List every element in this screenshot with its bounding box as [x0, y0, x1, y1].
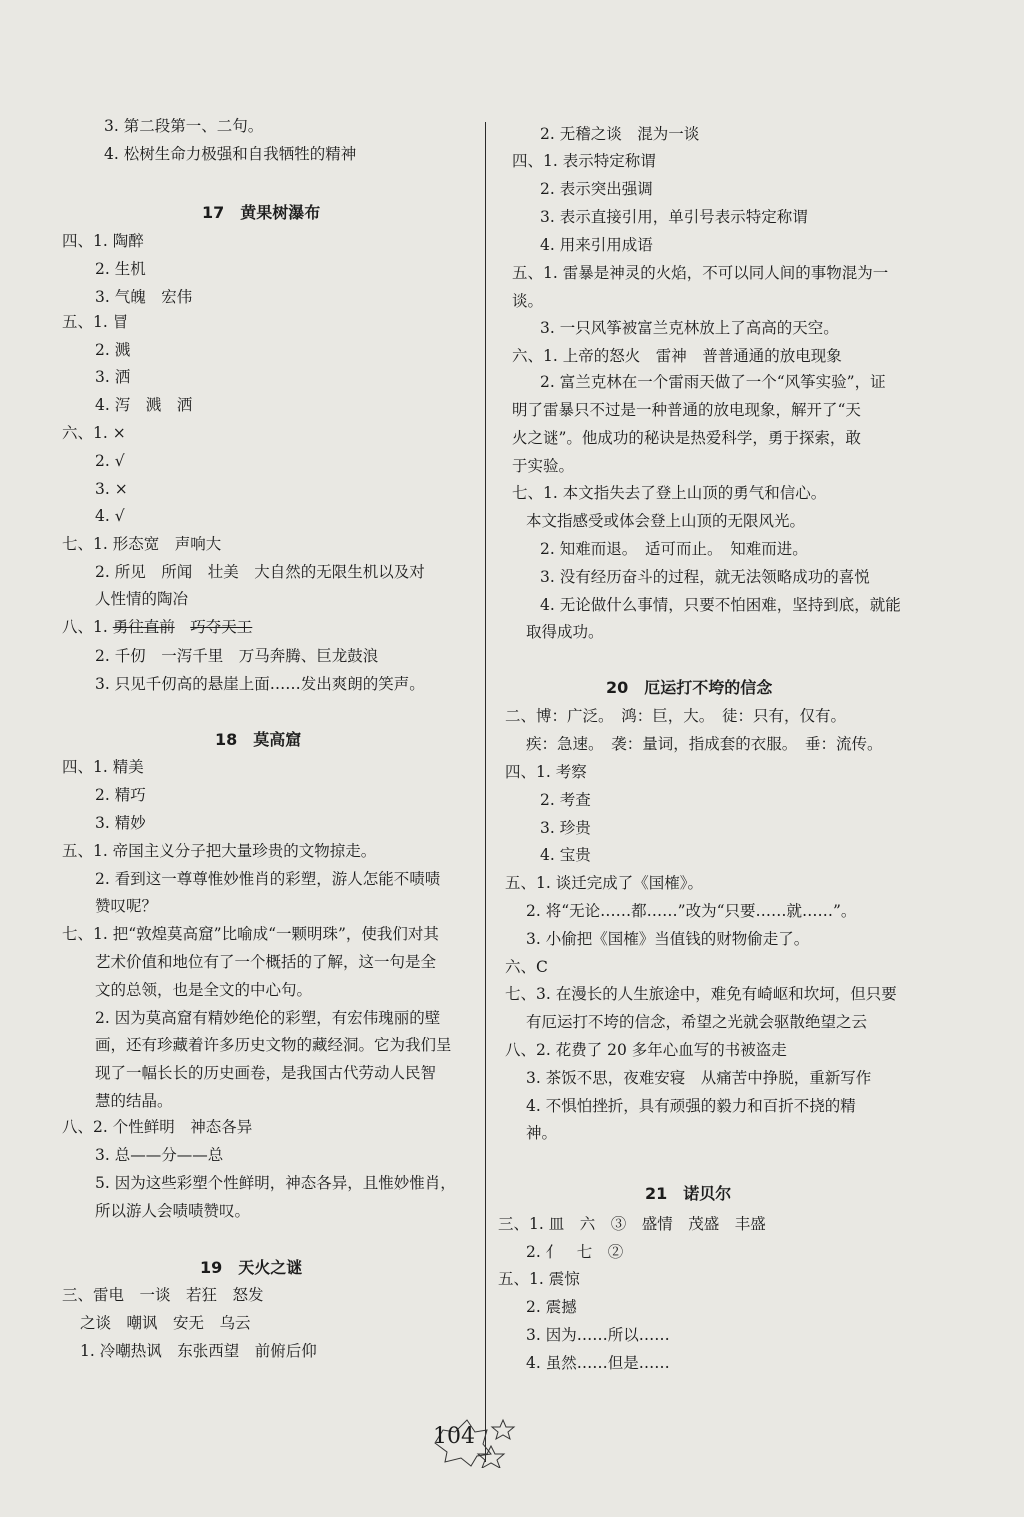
answer-line: 2. 知难而退。 适可而止。 知难而进。	[540, 540, 808, 558]
answer-line: 2. 震撼	[526, 1298, 577, 1316]
answer-line: 4. 泻 溅 洒	[95, 396, 193, 414]
answer-line: 二、博：广泛。 鸿：巨，大。 徒：只有，仅有。	[505, 707, 847, 725]
answer-line: 2. √	[95, 452, 125, 470]
answer-line: 3. 洒	[95, 368, 131, 386]
answer-line: 3. 珍贵	[540, 819, 591, 837]
answer-line: 文的总领，也是全文的中心句。	[95, 981, 313, 999]
answer-line: 所以游人会啧啧赞叹。	[95, 1202, 251, 1220]
answer-line: 四、1. 精美	[62, 758, 144, 776]
answer-line: 人性情的陶冶	[95, 590, 189, 608]
answer-line: 三、雷电 一谈 若狂 怒发	[62, 1286, 264, 1304]
answer-line: 4. 用来引用成语	[540, 236, 653, 254]
answer-line: 七、3. 在漫长的人生旅途中，难免有崎岖和坎坷，但只要	[505, 985, 897, 1003]
answer-line: 4. √	[95, 507, 125, 525]
column-divider	[485, 122, 486, 1462]
answer-line: 艺术价值和地位有了一个概括的了解，这一句是全	[95, 953, 437, 971]
answer-line: 2. 将“无论……都……”改为“只要……就……”。	[526, 902, 857, 920]
answer-line: 明了雷暴只不过是一种普通的放电现象，解开了“天	[512, 401, 861, 419]
answer-line: 2. 因为莫高窟有精妙绝伦的彩塑，有宏伟瑰丽的壁	[95, 1009, 441, 1027]
answer-line: 3. 总——分——总	[95, 1146, 224, 1164]
answer-line: 本文指感受或体会登上山顶的无限风光。	[526, 512, 806, 530]
answer-line: 四、1. 考察	[505, 763, 587, 781]
answer-line	[62, 617, 252, 637]
answer-line: 四、1. 陶醉	[62, 232, 144, 250]
answer-line: 于实验。	[512, 457, 575, 475]
answer-line: 3. 小偷把《国榷》当值钱的财物偷走了。	[526, 930, 810, 948]
answer-line: 八、2. 个性鲜明 神态各异	[62, 1118, 253, 1136]
answer-line: 4. 无论做什么事情，只要不怕困难，坚持到底，就能	[540, 596, 901, 614]
answer-line: 三、1. 皿 六 ③ 盛情 茂盛 丰盛	[498, 1215, 766, 1233]
page-number: 104	[433, 1424, 475, 1449]
answer-line: 七、1. 把“敦煌莫高窟”比喻成“一颗明珠”，使我们对其	[62, 925, 439, 943]
answer-line: 2. 看到这一尊尊惟妙惟肖的彩塑，游人怎能不啧啧	[95, 870, 441, 888]
answer-line: 3. ×	[95, 480, 128, 498]
answer-line: 2. 溅	[95, 341, 131, 359]
answer-line: 2. 表示突出强调	[540, 180, 653, 198]
answer-line: 2. 考查	[540, 791, 591, 809]
lesson-17-heading: 17 黄果树瀑布	[202, 203, 321, 222]
answer-line: 3. 没有经历奋斗的过程，就无法领略成功的喜悦	[540, 568, 870, 586]
answer-line: 赞叹呢？	[95, 897, 158, 915]
answer-line: 之谈 嘲讽 安无 乌云	[80, 1314, 251, 1332]
answer-line: 2. 精巧	[95, 786, 146, 804]
answer-line: 取得成功。	[526, 623, 604, 641]
answer-line: 3. 只见千仞高的悬崖上面……发出爽朗的笑声。	[95, 675, 425, 693]
answer-line: 七、1. 形态宽 声响大	[62, 535, 222, 553]
answer-line: 四、1. 表示特定称谓	[512, 152, 656, 170]
answer-line: 五、1. 谈迁完成了《国榷》。	[505, 874, 703, 892]
lesson-20-heading: 20 厄运打不垮的信念	[606, 678, 773, 697]
answer-line: 4. 松树生命力极强和自我牺牲的精神	[104, 145, 357, 163]
answer-line: 火之谜”。他成功的秘诀是热爱科学，勇于探索，敢	[512, 429, 861, 447]
answer-line: 五、1. 帝国主义分子把大量珍贵的文物掠走。	[62, 842, 377, 860]
answer-line: 五、1. 雷暴是神灵的火焰，不可以同人间的事物混为一	[512, 264, 889, 282]
crossed-answer: 巧夺天工	[190, 618, 253, 636]
answer-line: 4. 虽然……但是……	[526, 1354, 670, 1372]
answer-line: 神。	[526, 1124, 558, 1142]
answer-line: 疾：急速。 袭：量词，指成套的衣服。 垂：流传。	[526, 735, 883, 753]
answer-line: 六、C	[505, 958, 548, 976]
answer-line: 3. 第二段第一、二句。	[104, 117, 264, 135]
answer-line: 3. 茶饭不思，夜难安寝 从痛苦中挣脱，重新写作	[526, 1069, 872, 1087]
answer-line: 2. 无稽之谈 混为一谈	[540, 125, 700, 143]
answer-line: 3. 一只风筝被富兰克林放上了高高的天空。	[540, 319, 839, 337]
answer-line: 3. 气魄 宏伟	[95, 288, 193, 306]
answer-line: 4. 宝贵	[540, 846, 591, 864]
answer-line: 2. 富兰克林在一个雷雨天做了一个“风筝实验”，证	[540, 373, 886, 391]
answer-line: 六、1. 上帝的怒火 雷神 普普通通的放电现象	[512, 347, 842, 365]
answer-line: 2. 所见 所闻 壮美 大自然的无限生机以及对	[95, 563, 425, 581]
answer-line: 5. 因为这些彩塑个性鲜明，神态各异，且惟妙惟肖，	[95, 1174, 456, 1192]
answer-line: 2. 亻 七 ②	[526, 1243, 624, 1261]
answer-line: 3. 表示直接引用，单引号表示特定称谓	[540, 208, 808, 226]
answer-line: 3. 因为……所以……	[526, 1326, 670, 1344]
page-number-badge	[425, 1418, 525, 1468]
item-number: 八、1.	[62, 618, 113, 636]
answer-line: 2. 千仞 一泻千里 万马奔腾、巨龙鼓浪	[95, 647, 379, 665]
answer-line: 有厄运打不垮的信念，希望之光就会驱散绝望之云	[526, 1013, 868, 1031]
answer-line: 1. 冷嘲热讽 东张西望 前俯后仰	[80, 1342, 317, 1360]
answer-line: 慧的结晶。	[95, 1092, 173, 1110]
lesson-21-heading: 21 诺贝尔	[645, 1184, 732, 1203]
lesson-19-heading: 19 天火之谜	[200, 1258, 303, 1277]
answer-line: 八、2. 花费了 20 多年心血写的书被盗走	[505, 1041, 787, 1059]
answer-line: 六、1. ×	[62, 424, 126, 442]
answer-line: 2. 生机	[95, 260, 146, 278]
answer-line: 3. 精妙	[95, 814, 146, 832]
crossed-answer: 勇往直前	[112, 618, 175, 636]
answer-line: 七、1. 本文指失去了登上山顶的勇气和信心。	[512, 484, 827, 502]
answer-line: 现了一幅长长的历史画卷，是我国古代劳动人民智	[95, 1064, 437, 1082]
answer-line: 五、1. 震惊	[498, 1270, 580, 1288]
answer-line: 谈。	[512, 292, 544, 310]
answer-line: 五、1. 冒	[62, 313, 129, 331]
answer-line: 4. 不惧怕挫折，具有顽强的毅力和百折不挠的精	[526, 1097, 856, 1115]
answer-line: 画，还有珍藏着许多历史文物的藏经洞。它为我们呈	[95, 1036, 452, 1054]
lesson-18-heading: 18 莫高窟	[215, 730, 302, 749]
